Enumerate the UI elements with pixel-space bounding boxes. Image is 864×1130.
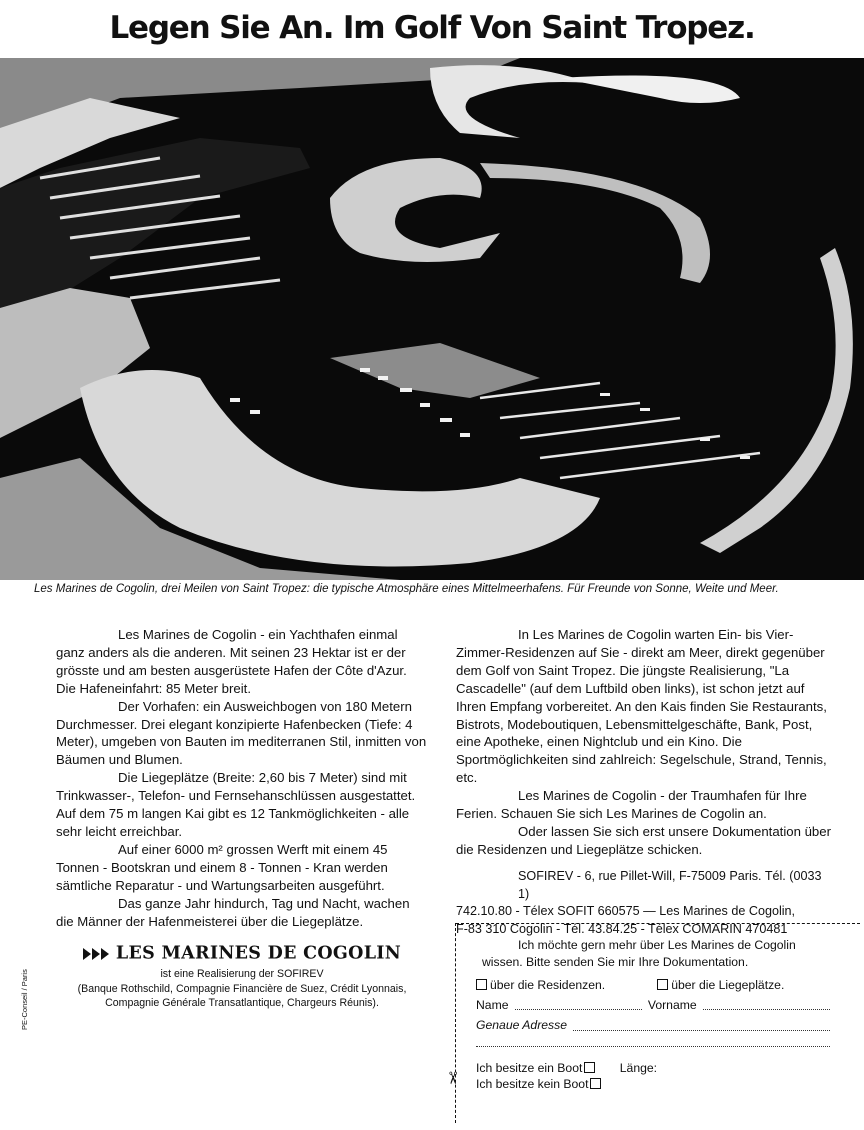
contact-address xyxy=(456,868,836,938)
boat-length-label: Länge: xyxy=(619,1060,658,1075)
paragraph: Oder lassen Sie sich erst unsere Dokumentation über die Residenzen und Liegeplätze schicken. xyxy=(456,823,831,857)
address-field[interactable] xyxy=(573,1030,830,1031)
photo-caption: Les Marines de Cogolin, drei Meilen von Saint Tropez: die typische Atmosphäre eines Mittelmeerhafens. Für Freunde von Sonne, Weite und Meer. xyxy=(34,583,779,595)
address-field-line-2[interactable] xyxy=(476,1046,830,1047)
no-boat-checkbox[interactable] xyxy=(590,1078,601,1089)
address-label: Genaue Adresse xyxy=(476,1018,568,1032)
berths-option-label: über die Liegeplätze. xyxy=(671,978,785,992)
address-line: F-83 310 Cogolin - Tél. 43.84.25 - Télex COMARIN 470481 xyxy=(456,921,788,936)
scissors-icon: ✂ xyxy=(442,1070,463,1086)
coupon-intro: wissen. Bitte senden Sie mir Ihre Dokumentation. xyxy=(482,954,749,969)
berths-option[interactable] xyxy=(657,977,784,994)
residences-checkbox[interactable] xyxy=(476,979,487,990)
order-coupon xyxy=(476,937,836,1093)
paragraph: Les Marines de Cogolin - der Traumhafen für Ihre Ferien. Schauen Sie sich Les Marines de Cogolin an. xyxy=(456,788,807,822)
coupon-cut-line xyxy=(455,923,456,1123)
paragraph: Les Marines de Cogolin - ein Yachthafen einmal ganz anders als die anderen. Mit seinen 23 Hektar ist er der grösste und am besten ausgerüstete Hafen der Côte d'Azur. Die Hafeneinfahrt: 85 Meter breit. xyxy=(56,627,407,696)
own-boat-checkbox[interactable] xyxy=(584,1062,595,1073)
paragraph: Die Liegeplätze (Breite: 2,60 bis 7 Meter) sind mit Trinkwasser-, Telefon- und Fernsehanschlüssen ausgestattet. Auf dem 75 m langen Kai gibt es 12 Tankmöglichkeiten - alle sehr leicht erreichbar. xyxy=(56,770,416,839)
paragraph: Das ganze Jahr hindurch, Tag und Nacht, wachen die Männer der Hafenmeisterei über die Liegeplätze. xyxy=(56,895,410,929)
no-boat-label: Ich besitze kein Boot xyxy=(476,1077,589,1091)
company-logo xyxy=(56,943,428,964)
coupon-intro: Ich möchte gern mehr über Les Marines de Cogolin xyxy=(518,938,796,952)
aerial-harbor-photo xyxy=(0,58,864,580)
address-line: 742.10.80 - Télex SOFIT 660575 — Les Marines de Cogolin, xyxy=(456,904,796,918)
agency-credit: PE-Conseil / Paris xyxy=(20,969,29,1030)
residences-option[interactable] xyxy=(476,977,605,994)
paragraph: In Les Marines de Cogolin warten Ein- bis Vier-Zimmer-Residenzen auf Sie - direkt am Meer, direkt gegenüber dem Golf von Saint Tropez. Die jüngste Realisierung, "La Cascadelle" (auf dem Luftbild oben links), ist schon jetzt auf Ihren Empfang vorbereitet. An den Kais finden Sie Restaurants, Bistrots, Modeboutiquen, Lebensmittelgeschäfte, Bank, Post, eine Apotheke, einen Nightclub und ein Kino. Die Sportmöglichkeiten sind zahlreich: Segelschule, Strand, Tennis, etc. xyxy=(456,627,827,786)
company-description xyxy=(56,967,428,1011)
triple-sail-logo-icon xyxy=(83,946,111,962)
address-line: SOFIREV - 6, rue Pillet-Will, F-75009 Paris. Tél. (0033 1) xyxy=(518,869,822,901)
firstname-label: Vorname xyxy=(647,997,697,1012)
left-text-column xyxy=(56,626,428,930)
name-field[interactable] xyxy=(515,1009,642,1010)
company-description-line: Compagnie Générale Transatlantique, Chargeurs Réunis). xyxy=(105,997,379,1009)
paragraph: Auf einer 6000 m² grossen Werft mit einem 45 Tonnen - Bootskran und einem 8 - Tonnen - Kran werden sämtliche Reparatur - und Wartungsarbeiten ausgeführt. xyxy=(56,841,388,893)
headline: Legen Sie An. Im Golf Von Saint Tropez. xyxy=(109,10,755,46)
harbor-illustration xyxy=(0,58,864,580)
firstname-field[interactable] xyxy=(703,1009,830,1010)
company-description-line: ist eine Realisierung der SOFIREV xyxy=(160,968,324,980)
name-label: Name xyxy=(476,997,509,1012)
company-description-line: (Banque Rothschild, Compagnie Financière de Suez, Crédit Lyonnais, xyxy=(77,982,407,995)
berths-checkbox[interactable] xyxy=(657,979,668,990)
paragraph: Der Vorhafen: ein Ausweichbogen von 180 Metern Durchmesser. Drei elegant konzipierte Hafenbecken (Tiefe: 4 Meter), umgeben von Bauten im mediterranen Stil, inmitten von Bäumen und Blumen. xyxy=(56,698,427,768)
residences-option-label: über die Residenzen. xyxy=(490,978,606,992)
right-text-column xyxy=(456,626,831,859)
coupon-cut-line xyxy=(456,923,860,924)
company-name: LES MARINES DE COGOLIN xyxy=(115,943,402,964)
own-boat-label: Ich besitze ein Boot xyxy=(476,1060,583,1075)
